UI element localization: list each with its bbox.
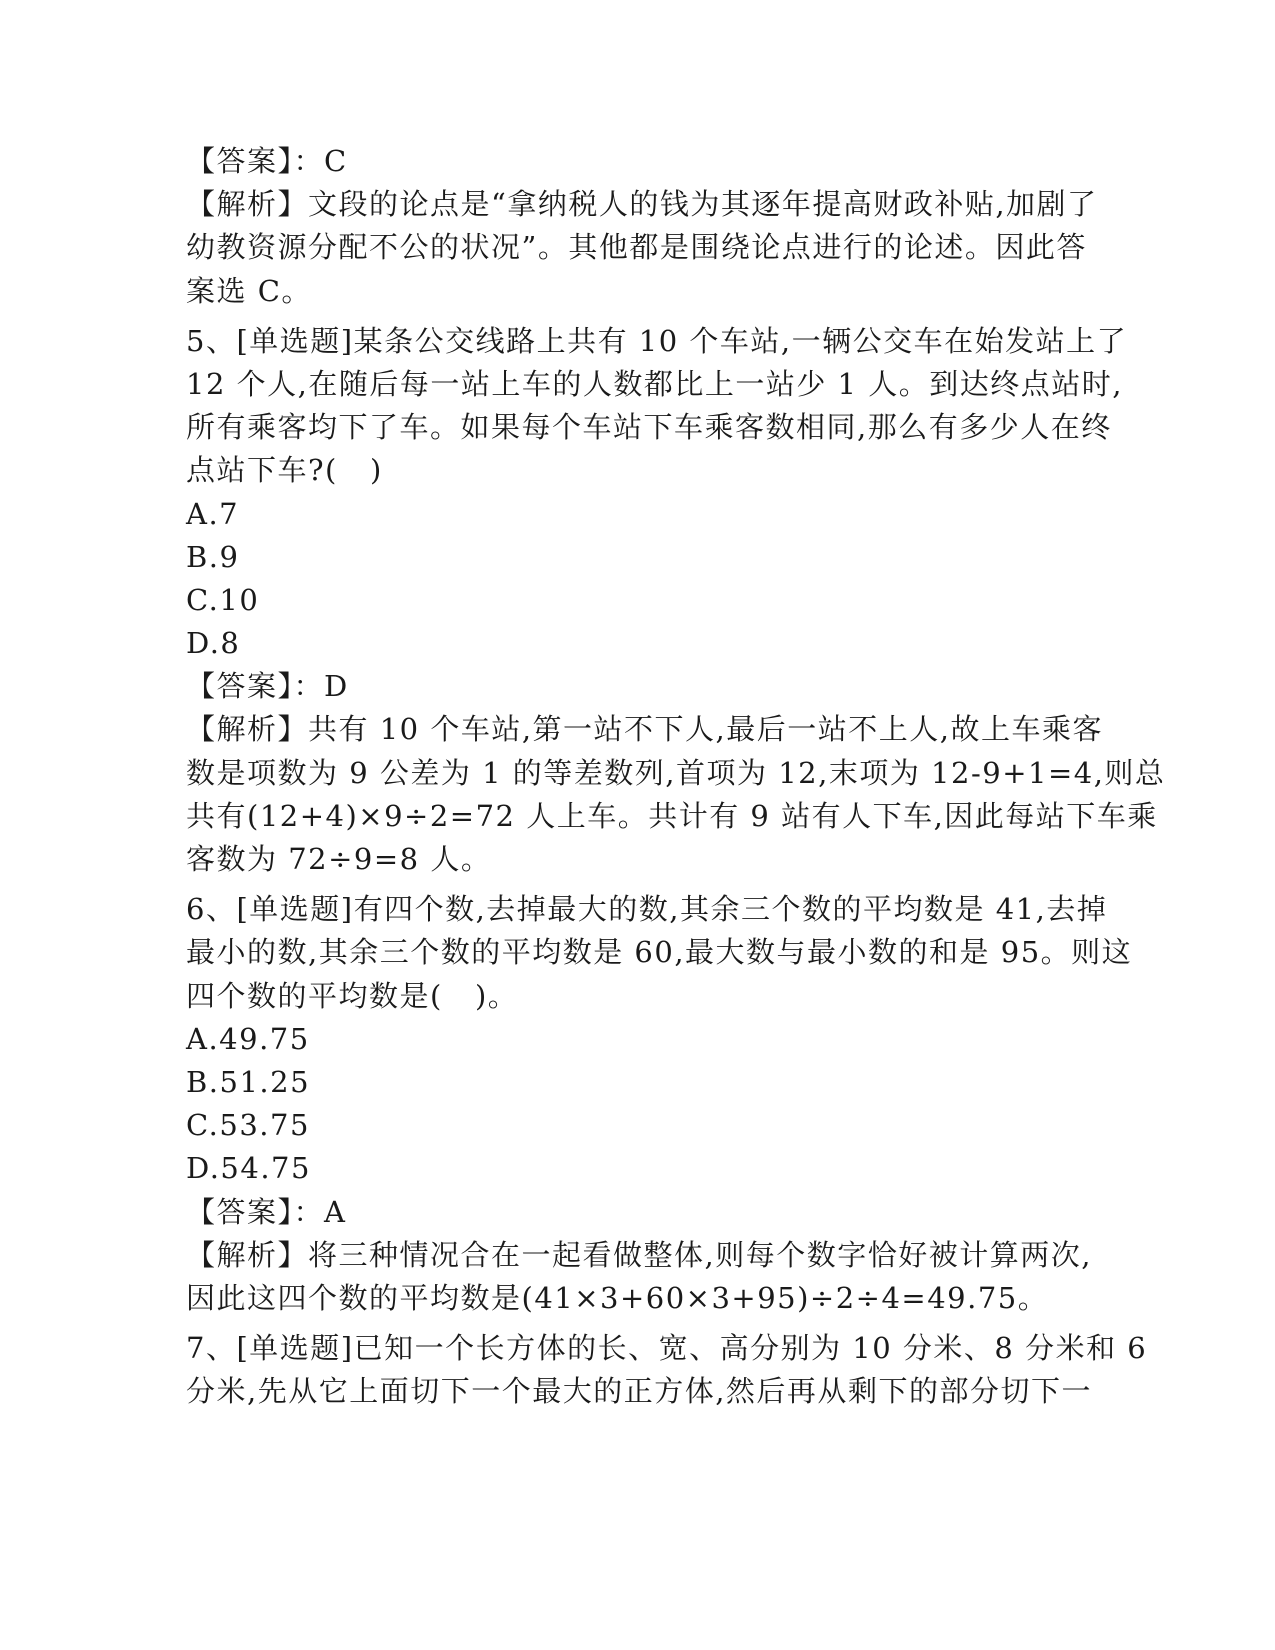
question-7	[186, 1327, 1148, 1413]
analysis-line: 【解析】文段的论点是“拿纳税人的钱为其逐年提高财政补贴,加剧了	[186, 187, 1098, 222]
option-d: D.8	[186, 626, 241, 661]
analysis-line: 【解析】共有 10 个车站,第一站不下人,最后一站不上人,故上车乘客	[186, 712, 1103, 747]
analysis-line: 案选 C。	[186, 273, 312, 308]
question-stem-line: 最小的数,其余三个数的平均数是 60,最大数与最小数的和是 95。则这	[186, 935, 1133, 970]
question-stem-line: 12 个人,在随后每一站上车的人数都比上一站少 1 人。到达终点站时,	[186, 366, 1123, 401]
analysis-line: 客数为 72÷9=8 人。	[186, 842, 492, 876]
option-c: C.53.75	[186, 1108, 310, 1143]
analysis-line: 因此这四个数的平均数是(41×3+60×3+95)÷2÷4=49.75。	[186, 1280, 1049, 1315]
question-6	[186, 888, 1133, 1320]
question-5	[186, 320, 1166, 881]
option-d: D.54.75	[186, 1151, 311, 1186]
option-b: B.9	[186, 539, 240, 574]
option-c: C.10	[186, 582, 260, 617]
option-a: A.7	[186, 496, 240, 531]
analysis-line: 幼教资源分配不公的状况”。其他都是围绕论点进行的论述。因此答	[186, 230, 1087, 265]
question-stem-line: 5、[单选题]某条公交线路上共有 10 个车站,一辆公交车在始发站上了	[186, 323, 1128, 358]
question-stem-line: 四个数的平均数是( )。	[186, 978, 519, 1013]
question-stem-line: 6、[单选题]有四个数,去掉最大的数,其余三个数的平均数是 41,去掉	[186, 892, 1108, 927]
prev-question-block	[186, 140, 1098, 313]
option-b: B.51.25	[186, 1064, 311, 1099]
answer-line: 【答案】：D	[186, 669, 349, 704]
question-stem-line: 点站下车?( )	[186, 453, 383, 488]
analysis-line: 数是项数为 9 公差为 1 的等差数列,首项为 12,末项为 12-9+1=4,则总	[186, 755, 1166, 790]
question-stem-line: 所有乘客均下了车。如果每个车站下车乘客数相同,那么有多少人在终	[186, 410, 1112, 445]
question-stem-line: 分米,先从它上面切下一个最大的正方体,然后再从剩下的部分切下一	[186, 1374, 1092, 1409]
analysis-line: 【解析】将三种情况合在一起看做整体,则每个数字恰好被计算两次,	[186, 1237, 1092, 1272]
option-a: A.49.75	[186, 1021, 310, 1056]
question-stem-line: 7、[单选题]已知一个长方体的长、宽、高分别为 10 分米、8 分米和 6	[186, 1331, 1148, 1366]
answer-line: 【答案】：A	[186, 1194, 347, 1229]
analysis-line: 共有(12+4)×9÷2=72 人上车。共计有 9 站有人下车,因此每站下车乘	[186, 798, 1158, 833]
document-page	[186, 140, 1166, 1413]
answer-line: 【答案】：C	[186, 144, 348, 178]
